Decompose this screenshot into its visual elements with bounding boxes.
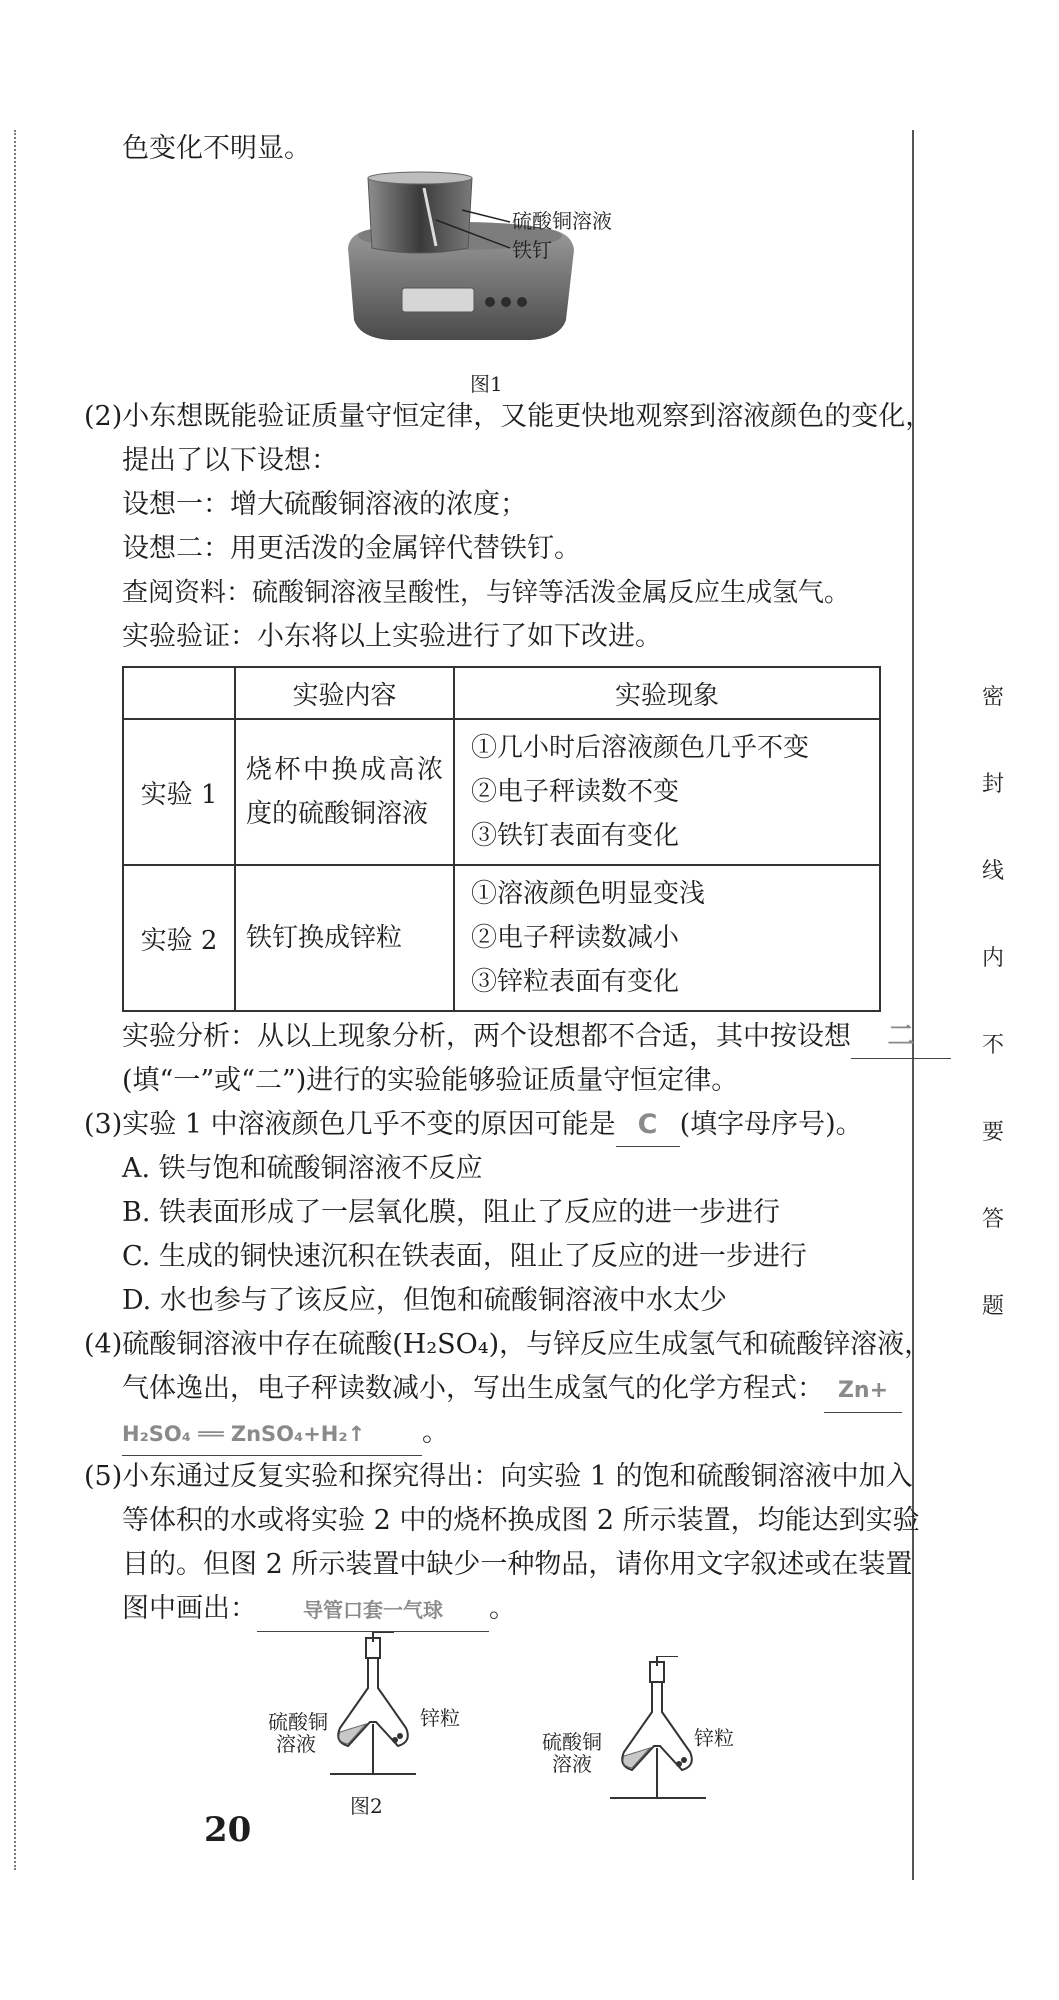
- q4-line3: [122, 1412, 449, 1456]
- analysis-line1: [122, 1016, 951, 1059]
- phenomenon: ③锌粒表面有变化: [471, 967, 680, 997]
- figure2-right-label-solution-line1: 硫酸铜: [542, 1730, 602, 1754]
- table-row: [123, 865, 880, 1011]
- figure1-caption: 图1: [470, 372, 503, 396]
- table-cell-phenomena: [454, 719, 880, 865]
- seal-char: 不: [981, 1033, 1004, 1058]
- q4-line2: [122, 1368, 902, 1413]
- answer-blank-equation-b: H₂SO₄ ══ ZnSO₄+H₂↑: [122, 1413, 422, 1456]
- table-header-cell: [123, 667, 235, 719]
- q2-line2: 提出了以下设想：: [122, 445, 338, 476]
- q2-line1: (2)小东想既能验证质量守恒定律，又能更快地观察到溶液颜色的变化，: [84, 401, 933, 432]
- figure2-right-label-solution-line2: 溶液: [552, 1752, 592, 1776]
- figure1-scale-illustration: [340, 170, 640, 350]
- answer-blank-hypothesis: 二: [851, 1016, 951, 1059]
- table-cell-content: 铁钉换成锌粒: [235, 865, 454, 1011]
- figure2-label-zinc: 锌粒: [420, 1706, 460, 1730]
- table-row: [123, 719, 880, 865]
- figure1-label-solution: 硫酸铜溶液: [512, 209, 612, 233]
- q3-stem-text: (3)实验 1 中溶液颜色几乎不变的原因可能是: [84, 1109, 616, 1140]
- q5-end: 。: [489, 1593, 516, 1624]
- answer-blank-q3: C: [616, 1104, 680, 1147]
- q3-stem: [84, 1104, 863, 1147]
- q5-line1: (5)小东通过反复实验和探究得出：向实验 1 的饱和硫酸铜溶液中加入: [84, 1461, 913, 1492]
- q3-option-d: D. 水也参与了该反应，但饱和硫酸铜溶液中水太少: [122, 1285, 727, 1316]
- table-header-cell: 实验内容: [235, 667, 454, 719]
- analysis-text: 实验分析：从以上现象分析，两个设想都不合适，其中按设想: [122, 1021, 851, 1052]
- seal-char: 密: [981, 685, 1004, 710]
- answer-blank-q5: 导管口套一气球: [257, 1589, 489, 1632]
- phenomenon: ②电子秤读数不变: [471, 777, 680, 807]
- figure2-right-label-zinc: 锌粒: [694, 1726, 734, 1750]
- q3-option-c: C. 生成的铜快速沉积在铁表面，阻止了反应的进一步进行: [122, 1241, 807, 1272]
- q3-stem-suffix: (填字母序号)。: [679, 1109, 863, 1140]
- q4-line1: (4)硫酸铜溶液中存在硫酸(H₂SO₄)，与锌反应生成氢气和硫酸锌溶液，: [84, 1329, 932, 1360]
- verify-line: 实验验证：小东将以上实验进行了如下改进。: [122, 621, 662, 652]
- seal-char: 封: [981, 772, 1004, 797]
- seal-char: 内: [981, 946, 1004, 971]
- seal-line-notice: [975, 680, 1011, 1376]
- reference-info: 查阅资料：硫酸铜溶液呈酸性，与锌等活泼金属反应生成氢气。: [122, 578, 851, 608]
- margin-rule: [912, 130, 914, 1880]
- analysis-line2: (填“一”或“二”)进行的实验能够验证质量守恒定律。: [122, 1065, 739, 1096]
- table-header-cell: 实验现象: [454, 667, 880, 719]
- phenomenon: ③铁钉表面有变化: [471, 821, 680, 851]
- figure2-label-solution-line1: 硫酸铜: [268, 1710, 328, 1734]
- seal-char: 要: [981, 1120, 1004, 1145]
- hypothesis-2: 设想二：用更活泼的金属锌代替铁钉。: [122, 533, 581, 564]
- q5-line2: 等体积的水或将实验 2 中的烧杯换成图 2 所示装置，均能达到实验: [122, 1505, 920, 1536]
- q4-text: 气体逸出，电子秤读数减小，写出生成氢气的化学方程式：: [122, 1373, 824, 1404]
- experiment-table: [122, 666, 881, 1012]
- table-cell-name: 实验 2: [123, 865, 235, 1011]
- phenomenon: ②电子秤读数减小: [471, 923, 680, 953]
- page-number: 20: [204, 1810, 252, 1850]
- figure1-label-nail: 铁钉: [512, 238, 552, 262]
- intro-line: 色变化不明显。: [122, 133, 311, 164]
- phenomenon: ①溶液颜色明显变浅: [471, 879, 706, 909]
- q4-end: 。: [422, 1417, 449, 1448]
- table-header-row: [123, 667, 880, 719]
- seal-char: 线: [981, 859, 1004, 884]
- q5-text: 图中画出：: [122, 1593, 257, 1624]
- figure2-caption: 图2: [350, 1794, 383, 1818]
- answer-blank-equation-a: Zn+: [824, 1370, 902, 1413]
- table-cell-name: 实验 1: [123, 719, 235, 865]
- phenomenon: ①几小时后溶液颜色几乎不变: [471, 733, 810, 763]
- binding-dotted-line: [14, 130, 16, 1870]
- seal-char: 答: [981, 1207, 1004, 1232]
- q3-option-a: A. 铁与饱和硫酸铜溶液不反应: [122, 1153, 483, 1184]
- q5-line3: 目的。但图 2 所示装置中缺少一种物品，请你用文字叙述或在装置: [122, 1549, 913, 1580]
- hypothesis-1: 设想一：增大硫酸铜溶液的浓度；: [122, 489, 527, 520]
- table-cell-phenomena: [454, 865, 880, 1011]
- figure2-label-solution-line2: 溶液: [276, 1732, 316, 1756]
- q5-line4: [122, 1588, 516, 1632]
- q3-option-b: B. 铁表面形成了一层氧化膜，阻止了反应的进一步进行: [122, 1197, 781, 1228]
- table-cell-content: 烧杯中换成高浓度的硫酸铜溶液: [235, 719, 454, 865]
- seal-char: 题: [981, 1294, 1004, 1319]
